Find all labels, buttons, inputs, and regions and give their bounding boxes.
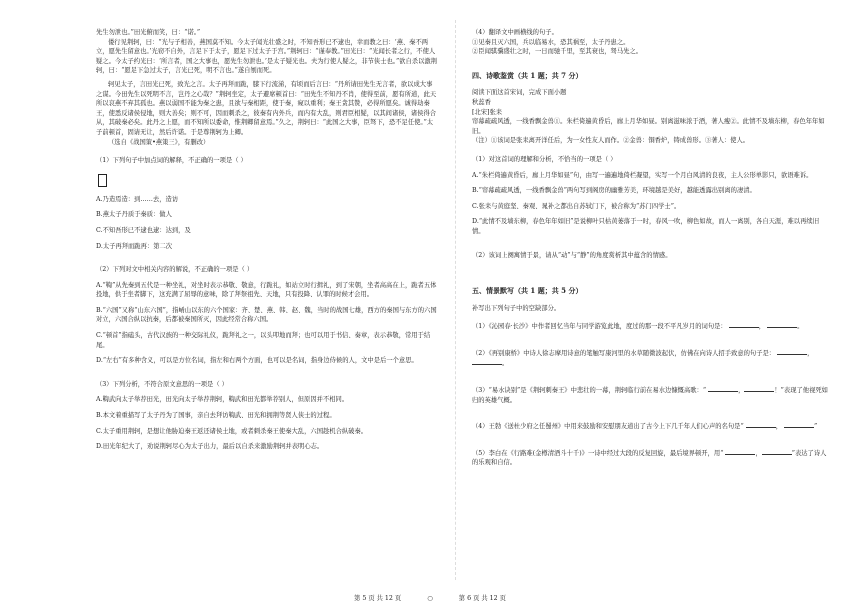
fill-item: （5）李白在《行路难(金樽清酒斗十千)》一诗中经过大段的反复回旋，最后境界顿开，用“ ， ”表达了诗人的乐观和自信。 xyxy=(472,449,827,467)
poem-author: [北宋]张耒 xyxy=(472,108,503,116)
fill-item-text: ， xyxy=(807,349,814,357)
answer-blank[interactable] xyxy=(725,448,755,455)
fill-item-text: ”表达了诗人的乐观和自信。 xyxy=(472,449,827,467)
fill-item-text: （2）《再别康桥》中诗人徐志摩用诗意的笔触写康河里的水草随微波起伏，仿佛在向诗人招手致意的句子是： xyxy=(472,349,776,357)
fill-item: （4）王勃《送杜少府之任蜀州》中用来鼓励和安慰朋友道出了古今上下几千年人们心声的名句是“ ， ” xyxy=(472,423,818,431)
section-intro: 补写出下列句子中的空缺部分。 xyxy=(472,304,561,312)
poem-text: 帘幕疏疏风透，一线香飘金兽①。朱栏倚遍黄昏后，廊上月华如昼。别离滋味浓于酒，著人瘦②。此情不及墙东柳，春色年年如旧。 xyxy=(472,118,825,135)
fill-item-text: （4）王勃《送杜少府之任蜀州》中用来鼓励和安慰朋友道出了古今上下几千年人们心声的名句是“ xyxy=(472,423,744,431)
page-fold-line xyxy=(455,20,456,580)
question-stem: （4）翻译文中画横线的句子。 xyxy=(472,29,558,36)
fill-item: （2）《再别康桥》中诗人徐志摩用诗意的笔触写康河里的水草随微波起伏，仿佛在向诗人招手致意的句子是： ， 。 xyxy=(472,349,814,368)
fill-item: （1）《沁园春·长沙》中作者回忆当年与同学游览此地，度过的那一段不平凡岁月的词句是： ， 。 xyxy=(472,323,804,331)
question-option: C.太子重用荆轲，是想让他胁迫秦王返还诸侯土地，或者刺杀秦王使秦大乱，六国趁机合纵破秦。 xyxy=(96,427,368,435)
passage-source: （选自《战国策•燕策三》，有删改） xyxy=(108,138,210,146)
answer-blank[interactable] xyxy=(767,321,797,328)
question-option: B.本文着重描写了太子丹为了国事，亲自去拜访鞫武、田光和拥荆等贤人侠士的过程。 xyxy=(96,412,336,420)
fill-item-text: ！”表现了他视死如归的英雄气概。 xyxy=(472,387,828,404)
answer-blank[interactable] xyxy=(708,385,738,392)
answer-blank[interactable] xyxy=(729,321,759,328)
question-option: D.“左右”有多种含义，可以是方位名词，指左和右两个方面，也可以是名词，指身边侍候的人，文中是后一个意思。 xyxy=(96,357,418,365)
binding-hole-icon: ○ xyxy=(427,595,433,602)
answer-blank[interactable] xyxy=(746,421,776,428)
translation-item: ②臣闻骐骥盛壮之时，一日而驰千里，至其衰也，驽马先之。 xyxy=(472,48,643,56)
translation-item: ①见秦且灭六国，兵以临易水，恐其祸至，太子丹患之。 xyxy=(472,38,630,46)
section-title: 四、诗歌鉴赏（共 1 题；共 7 分） xyxy=(472,70,583,80)
passage-paragraph: 先生勿泄也。”田光俯而笑，曰：“诺。” xyxy=(96,29,201,36)
question-option: C.“顿首”指磕头，古代汉族的一种交际礼仪，跪拜礼之一，以头叩地而拜；也可以用于书信、奏章，表示恭敬，常用于结尾。 xyxy=(96,332,431,349)
left-column xyxy=(96,28,438,452)
poem-title: 秋蕊香 xyxy=(472,98,491,106)
question-option: A.“朱栏倚遍黄昏后，廊上月华如昼”句，由写一遍遍地倚栏凝望，实写一个月白风清的良夜，主人公形单影只，欲语难诉。 xyxy=(472,171,813,179)
question-option: A.鞫武向太子举荐田光，田光向太子举荐荆轲，鞫武和田光都举荐别人，但原因并不相同。 xyxy=(96,396,349,404)
answer-box[interactable] xyxy=(98,174,107,187)
question-stem: （1）对这首词的理解和分析，不恰当的一项是（ ） xyxy=(472,155,617,163)
section-title: 五、情景默写（共 1 题；共 5 分） xyxy=(472,286,583,296)
answer-blank[interactable] xyxy=(744,385,774,392)
answer-blank[interactable] xyxy=(472,358,502,365)
question-option: A.乃造焉造：到……去，造访 xyxy=(96,195,179,203)
question-option: B.燕太子丹质于秦质：做人 xyxy=(96,211,172,219)
question-option: D.太子再拜而跪再：第二次 xyxy=(96,242,173,250)
question-option: B.“帘幕疏疏风透，一线香飘金兽”两句写到阁房的幽雅芳美，环境越是美好，越能透露出别离的凄清。 xyxy=(472,187,756,195)
question-stem: （2）该词上阕寓情于景，请从“动”与“静”的角度赏析其中蕴含的情感。 xyxy=(472,251,672,259)
fill-item: （3）“易水诀别”是《荆轲刺秦王》中悲壮的一幕，荆轲临行前在易水边慷慨高歌：“ ， ！”表现了他视死如归的英雄气概。 xyxy=(472,387,828,404)
answer-blank[interactable] xyxy=(777,348,807,355)
page-number-right: 第 6 页 共 12 页 xyxy=(458,595,506,602)
answer-blank[interactable] xyxy=(784,421,814,428)
fill-item-text: ， xyxy=(775,423,783,431)
question-option: A.“鞫”从先秦到五代是一种坐礼，对坐时表示恭敬、敬意，行跪礼，如站立时行揖礼，到了宋朝，坐者高高在上，跪者五体投地，供于坐者脚下，这充满了屈辱的意味，除了拜祭祖先、天地，只有投降、认罪的时候才会用。 xyxy=(96,281,437,299)
question-option: C.不知吾形已不逮也逮：达到，及 xyxy=(96,226,191,234)
passage-paragraph: 偻行见荆轲，曰：“光与子相善，燕国莫不知。今太子闻光壮盛之时，不知吾形已不逮也，幸而教之曰：‘燕、秦不两立，愿先生留意也。’光窃不自外，言足下于太子，愿足下过太子于宫。”荆轲曰：“谨奉教。”田光曰：“光闻长者之行，不使人疑之。今太子约光曰：‘所言者，国之大事也，愿先生勿泄也。’是太子疑光也。夫为行使人疑之，非节侠士也。”欲自杀以激荆轲，曰：“愿足下急过太子，言光已死，明不言也。”遂自刎而死。 xyxy=(96,38,437,75)
page-number-left: 第 5 页 共 12 页 xyxy=(354,595,402,602)
answer-blank[interactable] xyxy=(762,448,792,455)
fill-item-text: （1）《沁园春·长沙》中作者回忆当年与同学游览此地，度过的那一段不平凡岁月的词句是： xyxy=(472,323,727,331)
question-stem: （2）下列对文中相关内容的解说，不正确的一项是（ ） xyxy=(96,266,254,274)
question-stem: （3）下列分析，不符合原文意思的一项是（ ） xyxy=(96,380,228,388)
section-intro: 阅读下面这首宋词，完成下面小题 xyxy=(472,89,567,97)
fill-item-text: （5）李白在《行路难(金樽清酒斗十千)》一诗中经过大段的反复回旋，最后境界顿开，用“ xyxy=(472,449,724,457)
right-column xyxy=(472,28,830,468)
question-option: D.田光年纪大了，劝说荆轲尽心为太子出力，最后以自杀来激励荆轲并表明心志。 xyxy=(96,443,324,451)
question-option: B.“六国”又称“山东六国”，指崤山以东的六个国家：齐、楚、燕、韩、赵、魏，当时的战国七雄，西方的秦国与东方的六国对立，六国合纵以抗秦，后都被秦国所灭，因此经常合称六国。 xyxy=(96,306,437,324)
question-option: C.张耒与黄庭坚、秦观、晁补之都出自苏轼门下，被合称为“苏门四学士”。 xyxy=(472,202,681,210)
poem-note: （注）①该词是张耒离开洋任后，为一女性友人而作。②金兽：铜香炉，铸成兽形。③著人：使人。 xyxy=(472,137,750,145)
passage-paragraph: 轲见太子，言田光已死，致光之言。太子再拜而跪，膝下行流涕，有顷而后言曰：“丹所请田先生无言者，欲以成大事之谋。今田先生以死明不言，岂丹之心哉？”荆轲坐定，太子避席顿首曰：“田先生不知丹不肖，使得至前，愿有所道，此天所以哀燕不弃其孤也。燕以弱国不能为秦之患，且欲与秦相距，使于秦，窥以重利；秦王贪其赞，必得所愿矣。诚得劫秦王，使悉反诸侯侵地，则大善矣；则不可，因而刺杀之，彼秦有内外兵，而内有大乱，则君臣相疑，以其间诸侯，诸侯得合从，其破秦必矣。此丹之上愿，而不知所以委命，惟荆卿留意焉。”久之，荆轲曰：“此国之大事，臣驽下，恐不足任使。”太子前顿首，固请无让，然后许诺。于是尊荆轲为上卿。 xyxy=(96,80,437,136)
fill-item-text: ， xyxy=(758,323,766,331)
page-footer xyxy=(0,594,860,604)
question-option: D.“此情不及墙东柳，春色年年如旧”是说柳叶只枯黄萎落于一时，春风一吹，柳色如故，而人一离别，各自天涯，难以再续旧情。 xyxy=(472,218,819,235)
fill-item-text: （3）“易水诀别”是《荆轲刺秦王》中悲壮的一幕，荆轲临行前在易水边慷慨高歌：“ xyxy=(472,387,707,395)
question-stem: （1）下列句子中加点词的解释，不正确的一项是（ ） xyxy=(96,157,247,165)
